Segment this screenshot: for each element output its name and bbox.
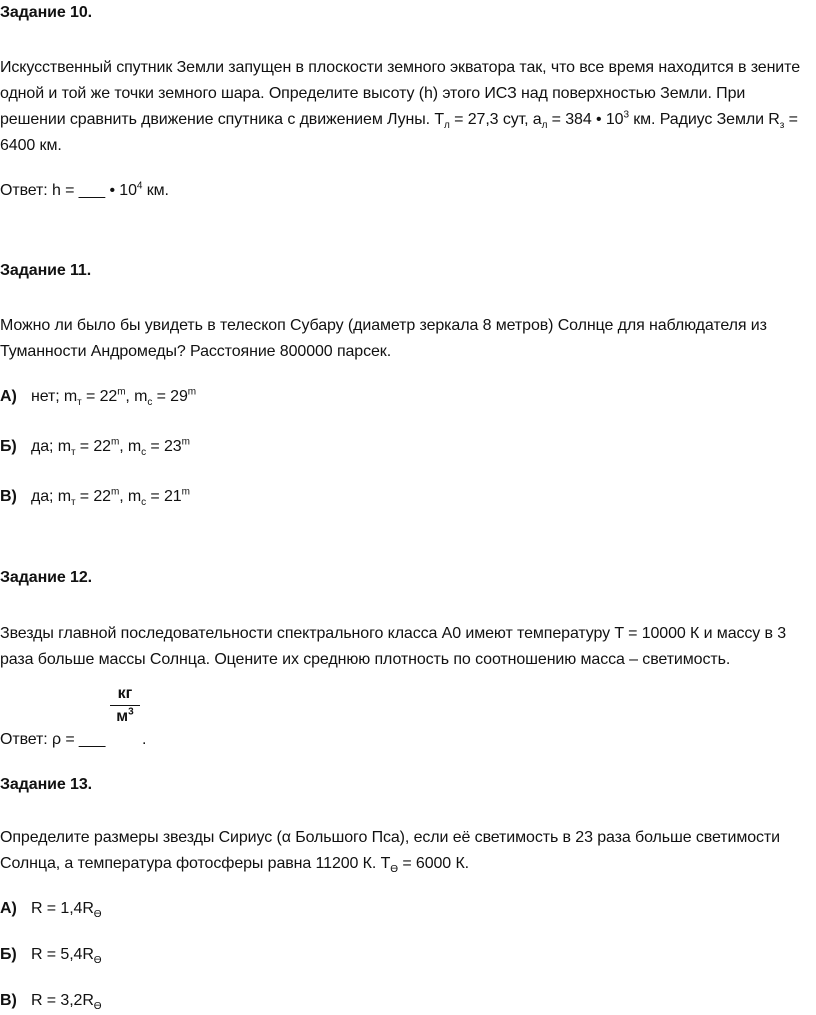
task13-option-a: А) $R = 1,4R_ϴ$ <box>0 900 102 921</box>
task10-text-line3: решении сравнить движение спутника с движением Луны. $T_л = 27,3$ сут, $a_л = 384$ • $10^3$ км. Радиус Земли $R_з$ = <box>0 109 798 132</box>
density-unit-fraction <box>110 685 140 726</box>
task11-text-line2: Туманности Андромеды? Расстояние 800000 парсек. <box>0 343 392 360</box>
task13-text-line2: Солнца, а температура фотосферы равна 11200 К. $T_ϴ = 6000$ К. <box>0 855 470 876</box>
task12-text-line2: раза больше массы Солнца. Оцените их среднюю плотность по соотношению масса – светимость. <box>0 651 731 668</box>
task12-text-line1: Звезды главной последовательности спектрального класса А0 имеют температуру T = 10000 К и массу в 3 <box>0 625 787 642</box>
task12-answer: Ответ: ρ = ___ <box>0 731 106 748</box>
task10-answer: Ответ: h = ___ • $10^4$ км. <box>0 180 169 199</box>
task13-option-b: Б) $R = 5,4R_ϴ$ <box>0 946 102 967</box>
task13-option-c: В) $R = 3,2R_ϴ$ <box>0 992 102 1013</box>
task10-text-line4: 6400 км. <box>0 137 62 154</box>
task13-text-line1: Определите размеры звезды Сириус (α Большого Пса), если её светимость в 23 раза больше светимости <box>0 829 780 846</box>
task11-option-a: А) нет; $m_т = 22^m$, $m_c = 29^m$ <box>0 386 197 409</box>
task10-text-line2: одной и той же точки земного шара. Определите высоту (h) этого ИСЗ над поверхностью Земли. При <box>0 85 746 102</box>
task10-text-line1: Искусственный спутник Земли запущен в плоскости земного экватора так, что все время находится в зените <box>0 59 800 76</box>
task12-answer-period: . <box>142 731 147 748</box>
task13-heading: Задание 13. <box>0 776 92 793</box>
task11-option-c: В) да; $m_т = 22^m$, $m_c = 21^m$ <box>0 486 190 509</box>
task11-text-line1: Можно ли было бы увидеть в телескоп Субару (диаметр зеркала 8 метров) Солнце для наблюдателя из <box>0 317 767 334</box>
unit-denominator: $м^3$ <box>116 706 134 725</box>
task11-heading: Задание 11. <box>0 262 92 279</box>
task11-option-b: Б) да; $m_т = 22^m$, $m_c = 23^m$ <box>0 436 190 459</box>
unit-numerator: кг <box>110 685 140 706</box>
task12-heading: Задание 12. <box>0 569 92 586</box>
task10-heading: Задание 10. <box>0 4 92 21</box>
